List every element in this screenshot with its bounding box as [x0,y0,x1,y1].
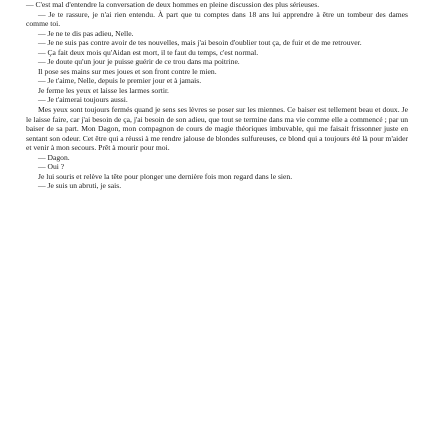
paragraph: — Je ne te dis pas adieu, Nelle. [38,28,134,38]
paragraph: Mes yeux sont toujours fermés quand je sens ses lèvres se poser sur les miennes. Ce baiser est tellement beau et doux. Je le laisse faire, car j'ai besoin de ça, j'ai besoin de son adieu, que tout se termine dans ma vie comme elle a commencé ; par un baiser de sa part. Mon Dagon, mon compagnon de cours de magie théoriques imbuvable, qui me faisait frissonner juste en sentant son odeur. Cet être qui a réussi à me rendre jalouse de blondes sulfureuses, ce blond qui a toujours été là pour m'aider et venir à mon secours. Prêt à mourir pour moi. [26,105,408,153]
paragraph: — C'est mal d'entendre la conversation de deux hommes en pleine discussion des plus sérieuses. [26,0,320,9]
paragraph: — Je te rassure, je n'ai rien entendu. À part que tu comptes dans 18 ans lui apprendre à être un tombeur des dames comme toi. [26,9,408,29]
paragraph: Je lui souris et relève la tête pour plonger une dernière fois mon regard dans le sien. [38,171,293,181]
paragraph: Je ferme les yeux et laisse les larmes sortir. [38,85,169,95]
paragraph: — Je t'aime, Nelle, depuis le premier jour et à jamais. [38,76,202,86]
paragraph: — Je suis un abruti, je sais. [38,181,122,191]
paragraph: — Je doute qu'un jour je puisse guérir de ce trou dans ma poitrine. [38,57,240,67]
paragraph: — Dagon. [38,152,70,162]
page-text [26,0,408,191]
paragraph: — Ça fait deux mois qu'Aidan est mort, il te faut du temps, c'est normal. [38,47,259,57]
paragraph: Il pose ses mains sur mes joues et son front contre le mien. [38,66,217,76]
paragraph: — Oui ? [38,162,65,172]
paragraph: — Je ne suis pas contre avoir de tes nouvelles, mais j'ai besoin d'oublier tout ça, de fuir et de me retrouver. [38,38,362,48]
paragraph: — Je t'aimerai toujours aussi. [38,95,128,105]
